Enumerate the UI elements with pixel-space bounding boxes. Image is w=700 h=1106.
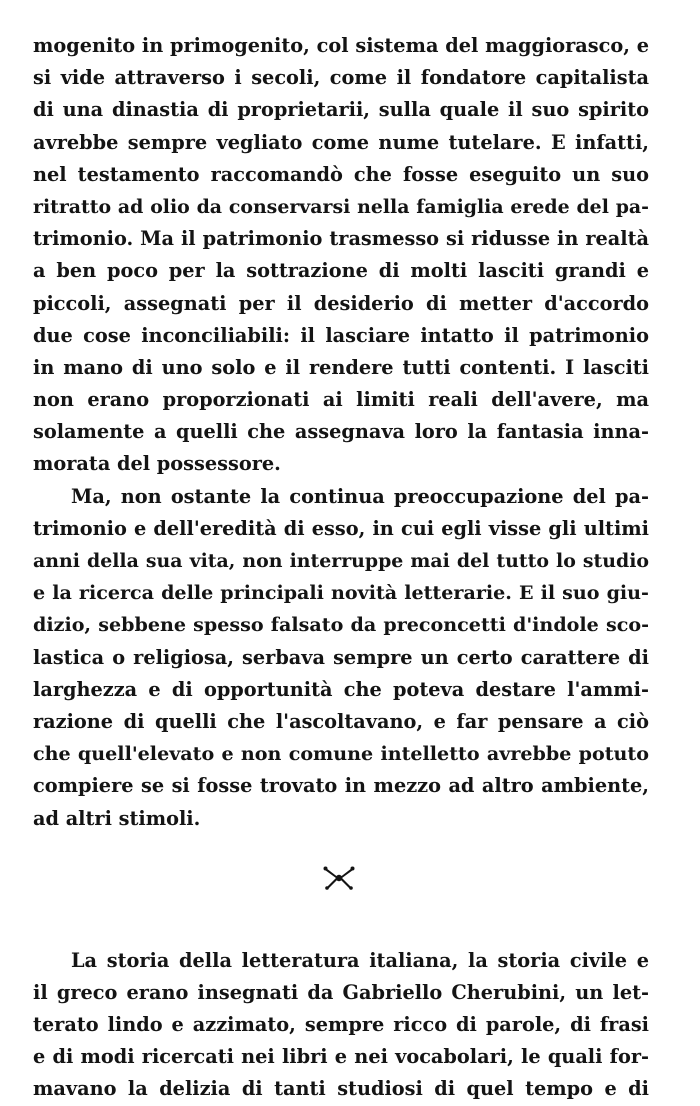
text-line: solamente a quelli che assegnava loro la fantasia inna- — [33, 420, 649, 444]
text-line: razione di quelli che l'ascoltavano, e far pensare a ciò — [33, 709, 649, 733]
text-block — [33, 30, 649, 1106]
text-line: avrebbe sempre vegliato come nume tutelare. E infatti, — [33, 130, 649, 154]
text-line: compiere se si fosse trovato in mezzo ad altro ambiente, — [33, 774, 649, 798]
text-line: due cose inconciliabili: il lasciare intatto il patrimonio — [33, 323, 649, 347]
text-line: Ma, non ostante la continua preoccupazione del pa- — [71, 484, 649, 508]
text-line: trimonio e dell'eredità di esso, in cui egli visse gli ultimi — [33, 516, 649, 540]
text-line: a ben poco per la sottrazione di molti lasciti grandi e — [33, 259, 649, 283]
paragraph-1 — [33, 30, 649, 481]
paragraph-3 — [33, 945, 649, 1106]
text-line: larghezza e di opportunità che poteva destare l'ammi- — [33, 677, 649, 701]
text-line: ritratto ad olio da conservarsi nella famiglia erede del pa- — [33, 195, 649, 218]
text-line: ad altri stimoli. — [33, 806, 201, 830]
text-line: di una dinastia di proprietarii, sulla quale il suo spirito — [33, 98, 649, 122]
text-line: morata del possessore. — [33, 452, 281, 476]
text-line: nel testamento raccomandò che fosse eseguito un suo — [33, 162, 649, 186]
text-line: lastica o religiosa, serbava sempre un certo carattere di — [33, 645, 649, 669]
text-line: trimonio. Ma il patrimonio trasmesso si ridusse in realtà — [33, 227, 649, 251]
text-line: il greco erano insegnati da Gabriello Cherubini, un let- — [33, 980, 649, 1004]
paragraph-2 — [33, 481, 649, 835]
text-line: anni della sua vita, non interruppe mai del tutto lo studio — [33, 550, 649, 572]
text-line: terato lindo e azzimato, sempre ricco di parole, di frasi — [33, 1013, 649, 1037]
text-line: non erano proporzionati ai limiti reali dell'avere, ma — [33, 388, 649, 412]
text-line: piccoli, assegnati per il desiderio di metter d'accordo — [33, 291, 649, 315]
text-line: La storia della letteratura italiana, la storia civile e — [71, 948, 649, 972]
ornament-asterism-icon — [322, 865, 356, 891]
text-line: dizio, sebbene spesso falsato da preconcetti d'indole sco- — [33, 613, 649, 637]
text-line: in mano di uno solo e il rendere tutti contenti. I lasciti — [33, 355, 649, 379]
text-line: mogenito in primogenito, col sistema del maggiorasco, e — [33, 34, 649, 57]
section-separator — [33, 855, 649, 931]
text-line: si vide attraverso i secoli, come il fondatore capitalista — [33, 66, 649, 90]
text-line: mavano la delizia di tanti studiosi di quel tempo e di — [33, 1077, 649, 1101]
text-line: e la ricerca delle principali novità letterarie. E il suo giu- — [33, 581, 649, 605]
text-line: che quell'elevato e non comune intelletto avrebbe potuto — [33, 742, 649, 766]
text-line: e di modi ricercati nei libri e nei vocabolari, le quali for- — [33, 1045, 649, 1069]
